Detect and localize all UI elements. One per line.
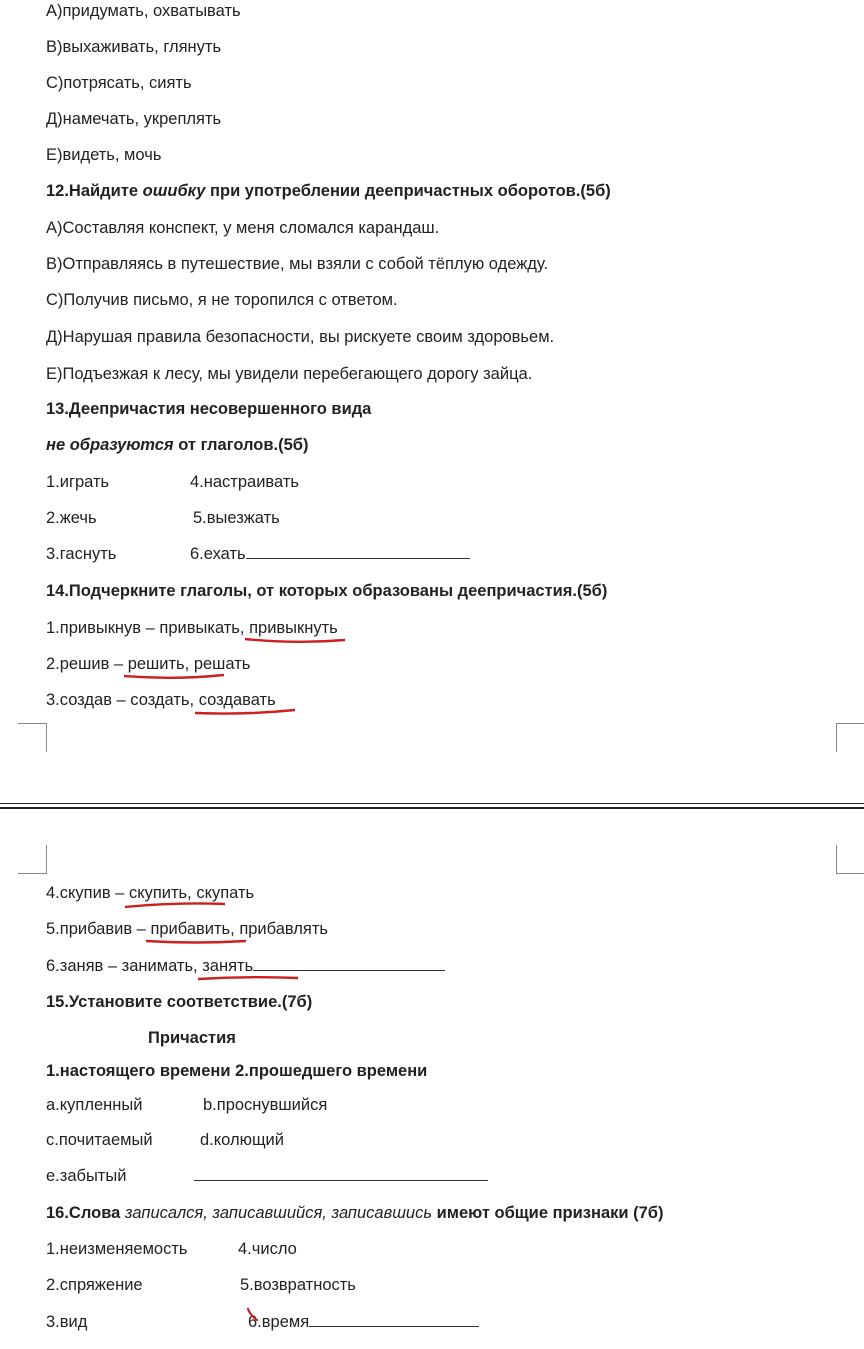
underlined-answer: скупить	[129, 884, 187, 902]
q15-headers: 1.настоящего времени 2.прошедшего времени	[46, 1062, 428, 1080]
page-corner-mark	[836, 845, 864, 874]
q13-item-4: 4.настраивать	[190, 473, 299, 491]
q14-item-4: 4.скупив – скупить , скупать	[46, 883, 254, 903]
answer-blank	[253, 956, 445, 971]
page-break-line	[0, 803, 864, 804]
q11-option-b: В)выхаживать, глянуть	[46, 38, 222, 56]
underlined-answer: прибавить	[150, 920, 230, 938]
red-check-mark	[246, 1307, 260, 1323]
page-corner-mark	[18, 723, 47, 752]
q11-option-a: А)придумать, охватывать	[46, 2, 241, 20]
underlined-answer: решить	[128, 655, 185, 673]
q11-option-d: Д)намечать, укреплять	[46, 110, 222, 128]
q12-option-c: С)Получив письмо, я не торопился с ответом.	[46, 291, 398, 309]
q11-option-c: С)потрясать, сиять	[46, 74, 192, 92]
q11-option-e: Е)видеть, мочь	[46, 146, 162, 164]
red-underline-mark	[125, 901, 225, 909]
page-break-line	[0, 807, 864, 809]
red-underline-mark	[195, 708, 295, 716]
q14-title: 14.Подчеркните глаголы, от которых образованы деепричастия.(5б)	[46, 582, 608, 600]
underlined-answer: занять	[202, 957, 253, 975]
q16-item-3: 3.вид	[46, 1313, 88, 1331]
red-underline-mark	[198, 974, 298, 982]
q14-item-1: 1.привыкнув – привыкать, привыкнуть	[46, 618, 338, 638]
q16-item-4: 4.число	[238, 1240, 297, 1258]
q13-item-2: 2.жечь	[46, 509, 97, 527]
page-corner-mark	[836, 723, 864, 752]
q15-item-c: c.почитаемый	[46, 1131, 153, 1149]
q13-item-5: 5.выезжать	[193, 509, 280, 527]
q12-option-b: В)Отправляясь в путешествие, мы взяли с собой тёплую одежду.	[46, 255, 549, 273]
q13-item-3: 3.гаснуть	[46, 545, 117, 563]
q16-title: 16.Слова записался, записавшийся, записавшись имеют общие признаки (7б)	[46, 1204, 664, 1222]
q15-item-a: a.купленный	[46, 1096, 143, 1114]
q14-item-6: 6.заняв – занимать, занять	[46, 956, 445, 976]
answer-blank	[194, 1166, 488, 1186]
red-underline-mark	[245, 636, 345, 644]
q13-title-line2: не образуются от глаголов.(5б)	[46, 436, 309, 454]
answer-blank	[246, 544, 470, 559]
q13-item-1: 1.играть	[46, 473, 110, 491]
q12-title: 12.Найдите ошибку при употреблении деепричастных оборотов.(5б)	[46, 182, 611, 200]
q16-item-2: 2.спряжение	[46, 1276, 143, 1294]
q12-option-a: А)Составляя конспект, у меня сломался карандаш.	[46, 219, 440, 237]
page-corner-mark	[18, 845, 47, 874]
answer-blank	[309, 1312, 479, 1327]
underlined-answer: привыкнуть	[249, 619, 338, 637]
q12-option-d: Д)Нарушая правила безопасности, вы рискуете своим здоровьем.	[46, 328, 555, 346]
q16-item-5: 5.возвратность	[240, 1276, 356, 1294]
q16-item-1: 1.неизменяемость	[46, 1240, 188, 1258]
q15-title: 15.Установите соответствие.(7б)	[46, 993, 313, 1011]
q14-item-2: 2.решив – решить , решать	[46, 654, 250, 674]
q15-item-d: d.колющий	[200, 1131, 284, 1149]
red-underline-mark	[146, 937, 246, 945]
q14-item-3: 3.создав – создать, создавать	[46, 690, 276, 710]
q14-item-5: 5.прибавив – прибавить , прибавлять	[46, 919, 328, 939]
q15-item-b: b.проснувшийся	[203, 1096, 328, 1114]
q15-item-e: e.забытый	[46, 1167, 127, 1185]
q13-item-6: 6.ехать	[190, 544, 470, 564]
red-underline-mark	[124, 672, 224, 680]
q15-subtitle: Причастия	[148, 1029, 236, 1047]
q12-option-e: Е)Подъезжая к лесу, мы увидели перебегающего дорогу зайца.	[46, 365, 533, 383]
q16-item-6: 6.время	[248, 1312, 479, 1332]
underlined-answer: создавать	[199, 691, 276, 709]
q13-title: 13.Деепричастия несовершенного вида	[46, 400, 372, 418]
